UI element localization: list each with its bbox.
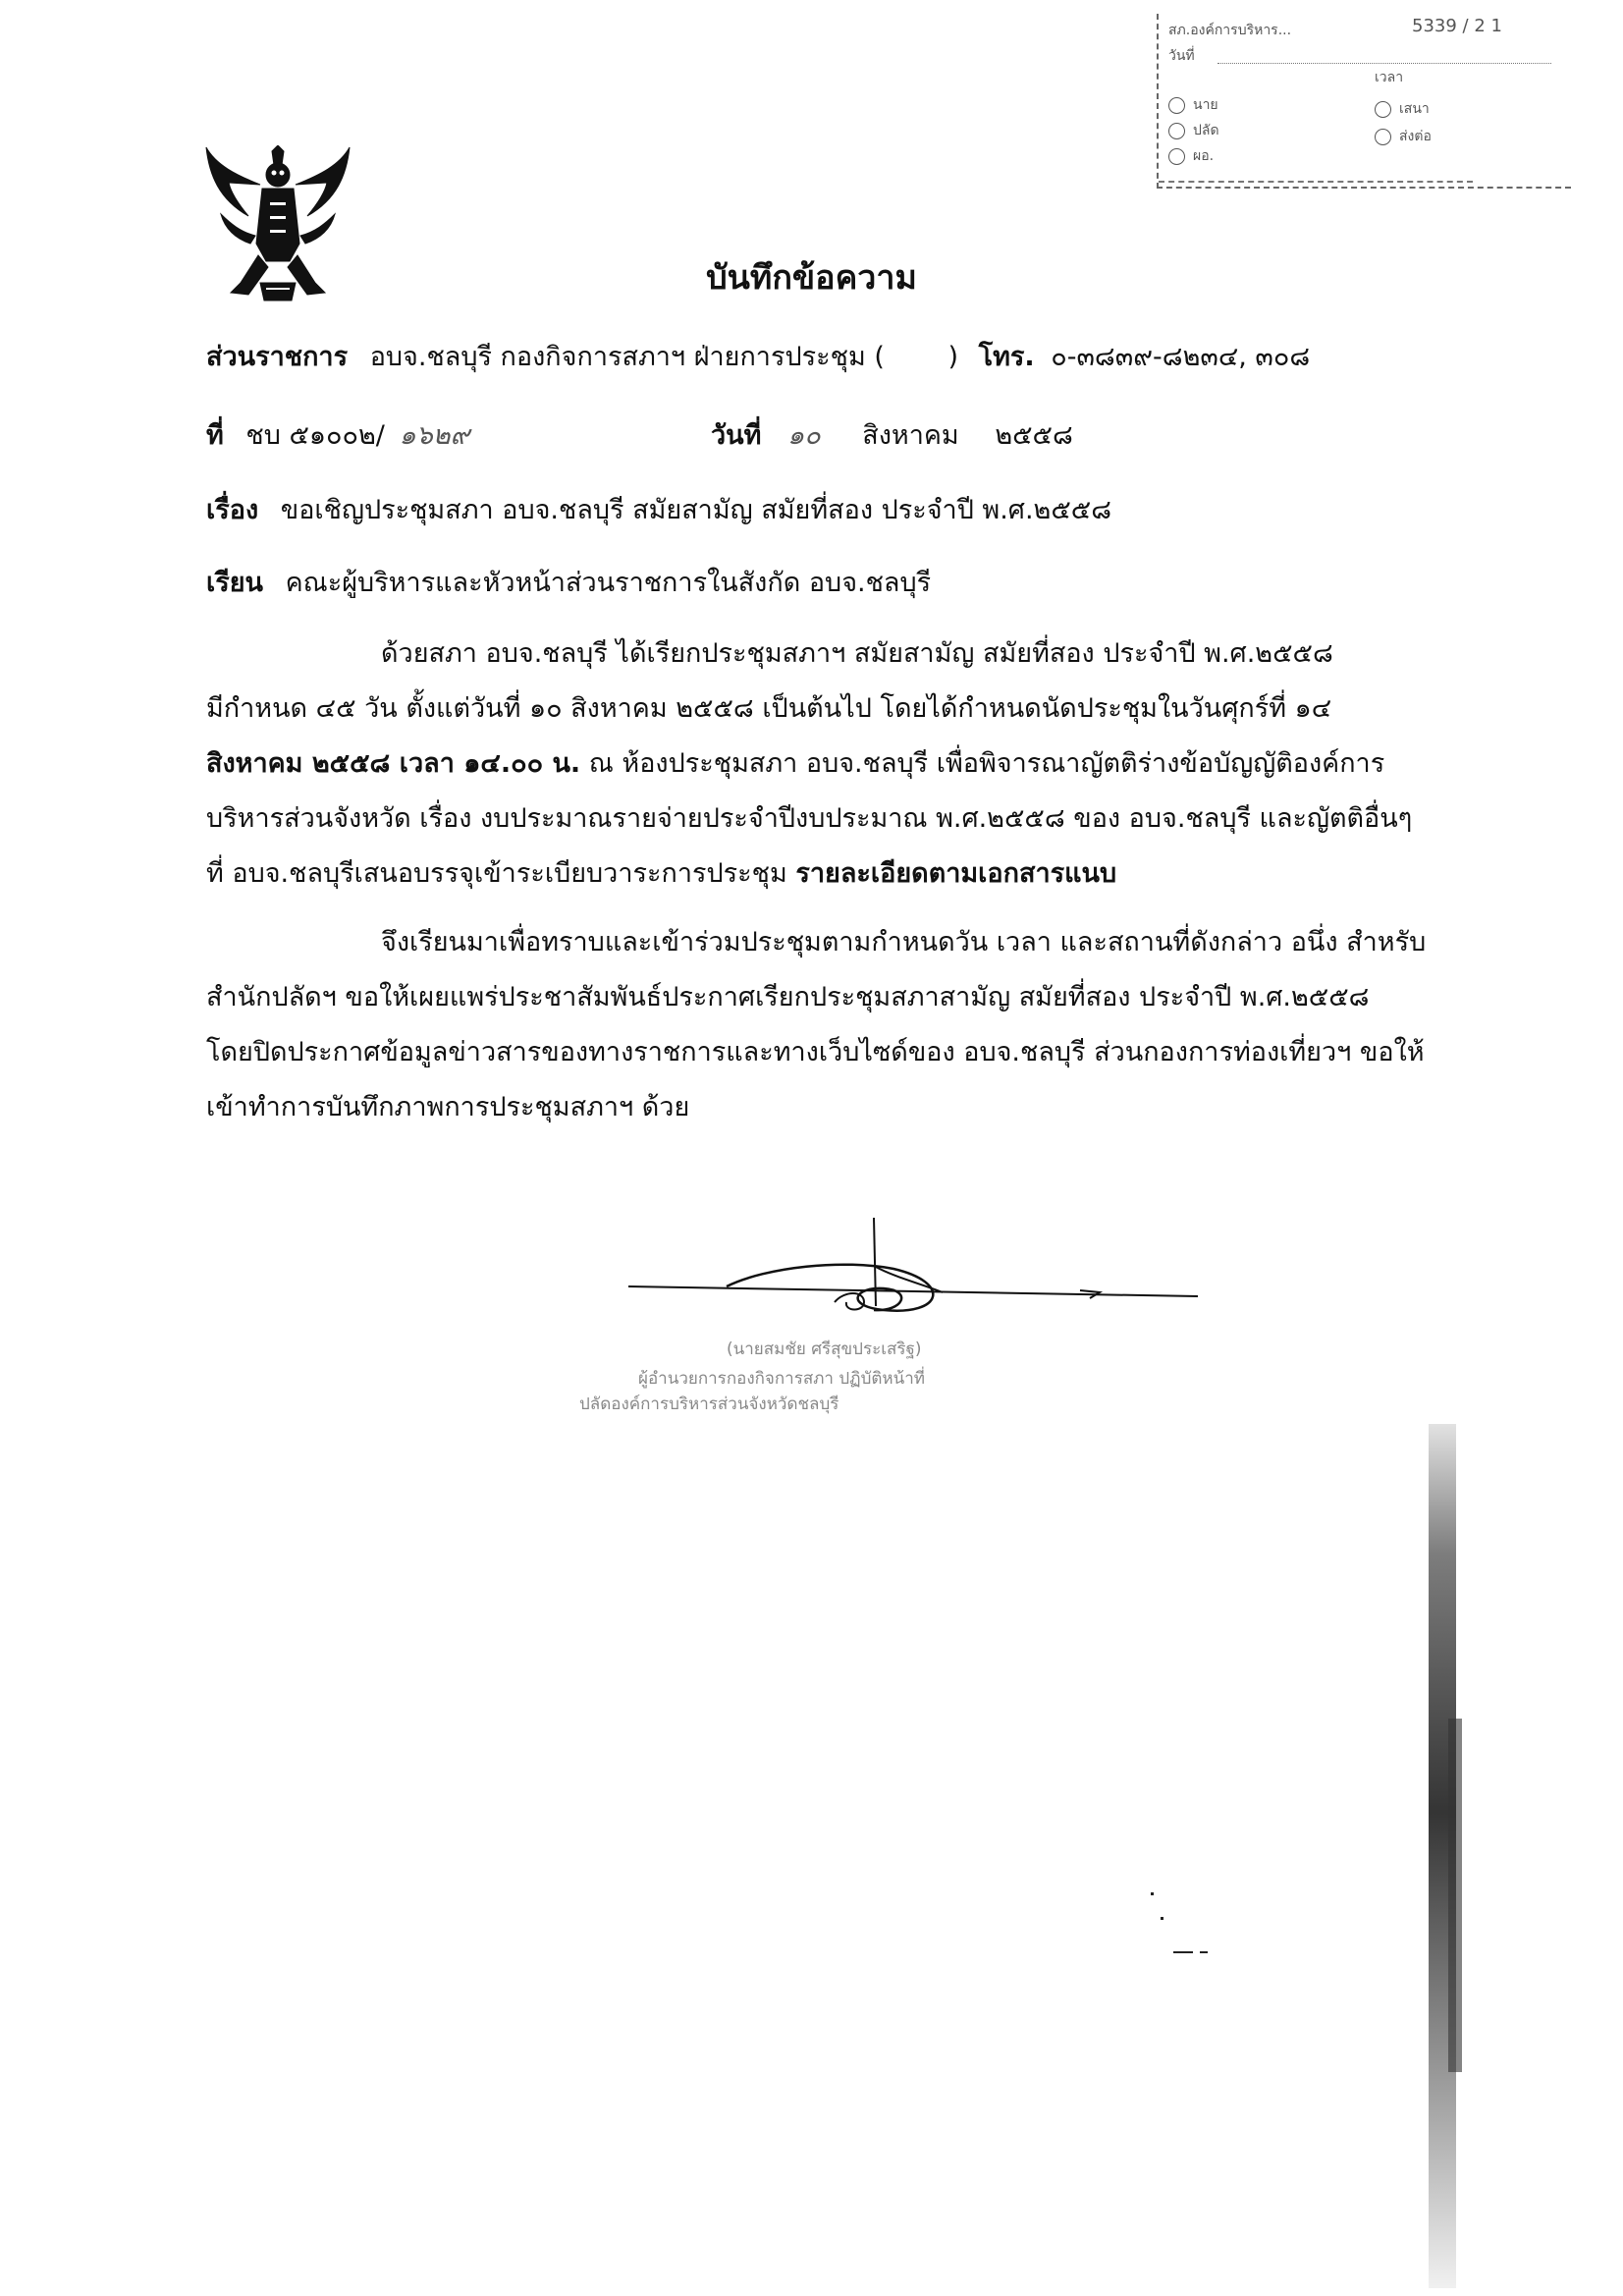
reference-row [206,416,469,456]
paragraph1-line2: มีกำหนด ๔๕ วัน ตั้งแต่วันที่ ๑๐ สิงหาคม ๒๕๕๘ เป็นต้นไป โดยได้กำหนดนัดประชุมในวันศุกร์ที่ ๑๔ [206,693,1332,724]
scan-shadow [1394,1424,1483,2288]
paragraph1-line4: บริหารส่วนจังหวัด เรื่อง งบประมาณรายจ่ายประจำปีงบประมาณ พ.ศ.๒๕๕๘ ของ อบจ.ชลบุรี และญัตติอื่นๆ [206,803,1413,834]
receipt-stamp [1157,14,1571,189]
paragraph2-line4: เข้าทำการบันทึกภาพการประชุมสภาฯ ด้วย [206,1092,690,1122]
circle-icon [1375,101,1391,118]
recipient-row [206,564,931,603]
stamp-option: ผอ. [1168,145,1214,167]
signer-organization: ปลัดองค์การบริหารส่วนจังหวัดชลบุรี [579,1394,839,1414]
circle-icon [1168,123,1185,139]
date-row [711,416,1073,456]
signer-position: ผู้อำนวยการกองกิจการสภา ปฏิบัติหน้าที่ [638,1369,925,1389]
scan-mark [1161,1917,1163,1920]
stamp-time-label: เวลา [1375,70,1404,85]
stamp-line1-label: สภ.องค์การบริหาร... [1168,23,1292,38]
subject-row [206,491,1111,530]
department-label: ส่วนราชการ [206,342,349,372]
stamp-option: ปลัด [1168,120,1219,141]
circle-icon [1168,97,1185,114]
date-month: สิงหาคม [862,420,959,451]
reference-label: ที่ [206,420,224,451]
stamp-dotted-line [1217,63,1551,64]
stamp-option: เสนา [1375,98,1430,120]
phone-value: ๐-๓๘๓๙-๘๒๓๔, ๓๐๘ [1051,342,1311,372]
date-label: วันที่ [711,420,762,451]
paragraph1-line1: ด้วยสภา อบจ.ชลบุรี ได้เรียกประชุมสภาฯ สมัยสามัญ สมัยที่สอง ประจำปี พ.ศ.๒๕๕๘ [381,638,1333,669]
document-title: บันทึกข้อความ [706,258,917,298]
date-year: ๒๕๕๘ [995,420,1073,451]
paragraph2-line3: โดยปิดประกาศข้อมูลข่าวสารของทางราชการและทางเว็บไซด์ของ อบจ.ชลบุรี ส่วนกองการท่องเที่ยวฯ ขอให้ [206,1037,1425,1067]
paragraph1-line5 [206,854,1116,894]
paragraph2-line2: สำนักปลัดฯ ขอให้เผยแพร่ประชาสัมพันธ์ประกาศเรียกประชุมสภาสามัญ สมัยที่สอง ประจำปี พ.ศ.๒๕๕๘ [206,982,1370,1012]
phone-label: โทร. [978,342,1035,372]
paragraph1-line5-text: ที่ อบจ.ชลบุรีเสนอบรรจุเข้าระเบียบวาระการประชุม [206,858,796,889]
signature-block [579,1208,1217,1424]
stamp-option: ส่งต่อ [1375,126,1432,147]
recipient-value: คณะผู้บริหารและหัวหน้าส่วนราชการในสังกัด อบจ.ชลบุรี [285,568,932,598]
handwritten-signature-icon [628,1208,1217,1336]
department-value: อบจ.ชลบุรี กองกิจการสภาฯ ฝ่ายการประชุม ( [369,342,885,372]
date-day: ๑๐ [787,420,821,451]
scan-mark [1151,1892,1154,1895]
department-row [206,338,1310,377]
department-close: ) [947,342,958,372]
paragraph1-line3 [206,744,1384,784]
subject-value: ขอเชิญประชุมสภา อบจ.ชลบุรี สมัยสามัญ สมัยที่สอง ประจำปี พ.ศ.๒๕๕๘ [280,495,1112,525]
meeting-datetime: สิงหาคม ๒๕๕๘ เวลา ๑๔.๐๐ น. [206,748,581,779]
stamp-option: นาย [1168,94,1218,116]
stamp-bottom-rule [1159,181,1473,183]
reference-handwritten-number: ๑๖๒๙ [399,420,470,451]
recipient-label: เรียน [206,568,264,598]
scan-mark [1173,1951,1193,1953]
circle-icon [1168,148,1185,165]
reference-value: ชบ ๕๑๐๐๒/ [245,420,385,451]
subject-label: เรื่อง [206,495,259,525]
circle-icon [1375,129,1391,145]
paragraph2-line1: จึงเรียนมาเพื่อทราบและเข้าร่วมประชุมตามกำหนดวัน เวลา และสถานที่ดังกล่าว อนึ่ง สำหรับ [381,927,1427,957]
signer-name: (นายสมชัย ศรีสุขประเสริฐ) [727,1339,922,1359]
attachment-note: รายละเอียดตามเอกสารแนบ [795,858,1117,889]
paragraph1-line3-rest: ณ ห้องประชุมสภา อบจ.ชลบุรี เพื่อพิจารณาญัตติร่างข้อบัญญัติองค์การ [580,748,1385,779]
stamp-number: 5339 / 2 1 [1412,16,1502,36]
stamp-date-label: วันที่ [1168,48,1195,64]
scan-mark [1200,1951,1208,1953]
